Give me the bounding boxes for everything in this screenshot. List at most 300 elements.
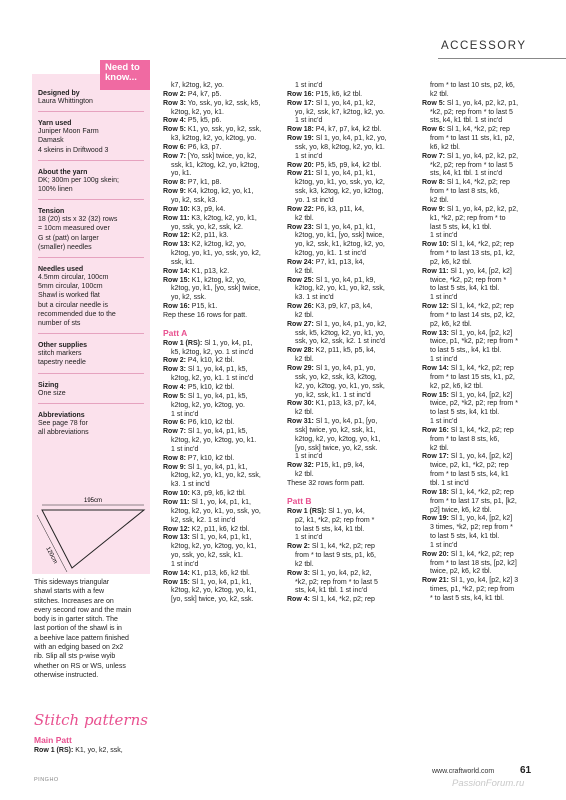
pattern-continuation: yo, k2, ssk, k3. [171, 196, 218, 204]
row-text: P7, k1, p8. [185, 179, 222, 187]
row-text: K1, yo, ssk, yo, k2, ssk, [185, 126, 262, 134]
pattern-column-3 [422, 82, 544, 604]
pattern-row [163, 357, 275, 366]
pattern-continuation: k2 tbl. [295, 560, 314, 568]
row-label: Row 11: [422, 267, 449, 275]
pattern-continuation: p2, k6, k2 tbl. [430, 258, 472, 266]
pattern-row [163, 393, 275, 402]
row-label: Row 10: [163, 205, 190, 213]
sidebar-divider [38, 160, 144, 161]
row-label: Row 4: [163, 117, 186, 125]
pattern-continuation: from * to last 8 sts, k6, [430, 188, 500, 196]
row-text: Sl 1, yo, k4, [p2, k2] [448, 329, 513, 337]
sidebar-block [38, 120, 144, 161]
pattern-continuation: p2, k1, *k2, p2; rep from * [295, 516, 375, 524]
pattern-row [163, 303, 275, 312]
pattern-continuation: to last 5 sts, k4, k1 tbl. [430, 409, 500, 417]
main-patt-row-1 [34, 746, 156, 755]
main-patt-title: Main Patt [34, 735, 72, 745]
row-text: P6, k10, k2 tbl. [185, 419, 235, 427]
sidebar-line: Juniper Moon Farm [38, 128, 99, 136]
row-text: Sl 1, yo, k4, p1, k1, [313, 170, 376, 178]
row-label: Row 14: [163, 569, 190, 577]
pattern-continuation: from * to last 8 sts, k6, [430, 435, 500, 443]
row-label: Row 30: [287, 400, 314, 408]
intro-line: with an edging based on 2x2 [34, 644, 124, 652]
sidebar-block [38, 412, 144, 437]
pattern-continuation: yo, k2, ssk, k1, k2tog, k2, yo, [295, 241, 385, 249]
sidebar-divider [38, 403, 144, 404]
pattern-row [422, 100, 544, 109]
row-label: Row 9: [422, 205, 445, 213]
pattern-continuation: p2] twice, k6, k2 tbl. [430, 506, 492, 514]
row-label: Row 5: [422, 99, 445, 107]
pattern-continuation: to last 5 sts, k4, k1 tbl. [430, 533, 500, 541]
row-label: Row 19: [422, 515, 449, 523]
row-label: Row 21: [422, 577, 449, 585]
sidebar-line: tapestry needle [38, 359, 86, 367]
pattern-continuation: yo, ssk, yo, k2, ssk, k1. [171, 552, 243, 560]
row-label: Row 12: [163, 525, 190, 533]
pattern-continuation: last 5 sts, k4, k1 tbl. [430, 223, 492, 231]
row-text: Sl 1, yo, k4, p1, [yo, [313, 418, 378, 426]
pattern-row [163, 490, 275, 499]
intro-line: This sideways triangular [34, 579, 110, 586]
pattern-continuation: k2 tbl. [430, 196, 449, 204]
pattern-continuation: yo, k2, ssk. [171, 294, 207, 302]
row-label: Row 1 (RS): [34, 747, 74, 754]
row-label: Row 16: [287, 90, 314, 98]
sidebar-divider [38, 111, 144, 112]
row-label: Row 1 (RS): [287, 507, 327, 515]
sidebar-line: 100% linen [38, 186, 73, 194]
pattern-continuation: [yo, ssk] twice, yo, k2, ssk. [171, 596, 254, 604]
pattern-row [422, 577, 544, 586]
row-text: P4, k10, k2 tbl. [185, 357, 235, 365]
pattern-row [163, 464, 275, 473]
row-text: K3, p9, k4. [189, 205, 226, 213]
pattern-row [163, 91, 275, 100]
pattern-continuation: ssk, k1. [171, 258, 195, 266]
intro-line: last portion of the shawl is in [34, 625, 122, 633]
pattern-continuation: yo, k1. [171, 170, 192, 178]
pattern-continuation: twice, *k2, p2; rep from * [430, 276, 507, 284]
row-text: Sl 1, yo, k4, p2, k2, [309, 569, 372, 577]
pattern-continuation: 1 st inc'd [295, 82, 323, 89]
pattern-continuation: twice, p2, k6, k2 tbl. [430, 568, 492, 576]
pattern-continuation: k5, k2tog, k2, yo. 1 st inc'd [171, 348, 254, 356]
row-label: Row 20: [422, 550, 449, 558]
row-label: Row 8: [163, 179, 186, 187]
pattern-continuation: 1 st inc'd [430, 294, 458, 302]
pattern-continuation: k2 tbl. [295, 471, 314, 479]
row-label: Row 6: [163, 419, 186, 427]
row-text: Sl 1, yo, k4, [p2, k2] [448, 453, 513, 461]
pattern-continuation: 1 st inc'd [171, 445, 199, 453]
row-label: Row 4: [287, 596, 310, 604]
pattern-row [422, 489, 544, 498]
pattern-section-title: Patt B [287, 495, 312, 506]
pattern-continuation: yo, k2, ssk, k1. 1 st inc'd [295, 391, 371, 399]
row-label: Row 17: [287, 99, 314, 107]
pattern-row [163, 570, 275, 579]
row-label: Row 15: [163, 276, 190, 284]
pattern-continuation: k2 tbl. [295, 267, 314, 275]
row-text: Sl 1, k4, *k2, p2; rep [444, 126, 510, 134]
pattern-row [163, 241, 275, 250]
pattern-continuation: from * to last 17 sts, p1, [k2, [430, 497, 517, 505]
pattern-continuation: k2tog, yo, k1. 1 st inc'd [295, 250, 366, 258]
sidebar-heading: Other supplies [38, 342, 88, 350]
pattern-row [422, 365, 544, 374]
pattern-continuation: k2tog, k2, yo, k1, yo, k2, ssk, [295, 285, 385, 293]
pattern-row [287, 259, 402, 268]
row-text: Sl 1, k4, *k2, p2; rep [448, 488, 514, 496]
row-label: Row 13: [163, 241, 190, 249]
row-text: Sl 1, yo, k4, p1, k1, [185, 463, 248, 471]
pattern-continuation: k2tog, yo, k1, yo, ssk, yo, k2, [171, 250, 261, 258]
row-text: Sl 1, yo, k4, p1, yo, [313, 365, 376, 372]
sidebar-line: (smaller) needles [38, 243, 92, 251]
sidebar-heading: Designed by [38, 90, 80, 97]
pattern-continuation: k2tog, k2, yo, k2tog, yo, k1, [295, 435, 381, 443]
row-text: K1, yo, k2, ssk, [73, 747, 123, 754]
pattern-continuation: yo, k2, ssk, k7, k2tog, k2, yo. [295, 108, 385, 116]
row-text: Sl 1, k4, *k2, p2; rep [448, 550, 514, 558]
pattern-row [163, 100, 275, 109]
pattern-continuation: ssk, k3, k2tog, k2, yo, k2tog, [295, 188, 384, 196]
row-label: Row 22: [287, 205, 314, 213]
pattern-continuation: k2 tbl. [295, 409, 314, 417]
pattern-continuation: to last 5 sts,, k4, k1 tbl. [430, 347, 502, 355]
row-label: Row 3: [287, 569, 310, 577]
pattern-row [163, 153, 275, 162]
section-name: ACCESSORY [441, 40, 527, 52]
row-label: Row 5: [163, 126, 186, 134]
row-text: Sl 1, yo, k4, p1, k2, yo, [313, 135, 387, 143]
width-label: 195cm [83, 498, 103, 504]
row-text: Sl 1, yo, k4, p2, k2, p2, [444, 205, 519, 213]
pattern-continuation: k2 tbl. [430, 444, 449, 452]
row-label: Row 19: [287, 135, 314, 143]
row-label: Row 18: [287, 126, 314, 134]
sidebar-block [38, 342, 144, 373]
row-label: Row 7: [422, 152, 445, 160]
pattern-row [287, 91, 402, 100]
row-text: Sl 1, k4, *k2, p2; rep [444, 179, 510, 187]
intro-line: stitches. Increases are on [34, 597, 114, 605]
row-label: Row 2: [163, 90, 186, 98]
pattern-row [163, 579, 275, 588]
pattern-continuation: k2tog, k2, yo, k2tog, yo, k1, [171, 543, 257, 551]
pattern-row [287, 570, 402, 579]
pattern-row [163, 384, 275, 393]
footer-logo-text: PINGHO [34, 777, 59, 783]
pattern-row [287, 100, 402, 109]
sidebar-line: number of sts [38, 320, 81, 328]
row-text: P5, k5, p6. [185, 117, 222, 125]
row-text: Sl 1, yo, k4, p1, k5, [185, 392, 248, 400]
row-text: Sl 1, yo, k4, p1, k1, [189, 534, 252, 542]
pattern-row [163, 117, 275, 126]
pattern-section-title: Patt A [163, 327, 188, 338]
pattern-continuation: k2tog, k2, yo, k1. [171, 108, 224, 116]
pattern-row [422, 515, 544, 524]
pattern-row [287, 596, 402, 605]
sidebar-block [38, 90, 144, 112]
pattern-continuation: from * to last 14 sts, p2, k2, [430, 311, 515, 319]
row-label: Row 12: [422, 303, 449, 311]
sidebar-block [38, 169, 144, 200]
pattern-continuation: to last 5 sts, k4, k1 tbl. [295, 525, 365, 533]
pattern-row [422, 427, 544, 436]
intro-line: every second row and the main [34, 606, 132, 614]
pattern-row [287, 206, 402, 215]
row-text: K1, p13, k3, p7, k4, [313, 400, 377, 408]
pattern-row [163, 268, 275, 277]
pattern-continuation: k3. 1 st inc'd [171, 481, 210, 489]
row-label: Row 13: [163, 534, 190, 542]
row-text: Sl 1, yo, k4, [326, 507, 365, 515]
row-text: P7, k1, p13, k4, [313, 258, 365, 266]
pattern-row [163, 206, 275, 215]
intro-line: body is in garter stitch. The [34, 616, 118, 624]
pattern-continuation: yo, ssk, yo, k2, ssk, k2. [171, 223, 243, 231]
row-label: Row 11: [163, 214, 190, 222]
sidebar-heading: Yarn used [38, 120, 72, 128]
pattern-continuation: k2tog, k2, yo, k2tog, yo. [171, 401, 245, 409]
pattern-row [163, 428, 275, 437]
pattern-row [287, 135, 402, 144]
row-text: P5, k10, k2 tbl. [185, 384, 235, 391]
pattern-continuation: from * to last 9 sts, p1, k6, [295, 552, 376, 560]
row-label: Row 6: [163, 143, 186, 151]
pattern-continuation: from * to last 18 sts, [p2, k2] [430, 559, 517, 567]
row-label: Row 18: [422, 488, 449, 496]
intro-line: whether on RS or WS, unless [34, 662, 126, 670]
row-label: Row 5: [163, 392, 186, 400]
watermark: PassionForum.ru [452, 778, 525, 789]
sidebar-block [38, 382, 144, 404]
row-text: Sl 1, k4, *k2, p2; rep [448, 426, 514, 434]
pattern-row [422, 551, 544, 560]
sidebar-line: 4.5mm circular, 100cm [38, 274, 109, 282]
pattern-column-1 [163, 82, 275, 605]
row-text: K3, k2tog, k2, yo, k1, [189, 214, 257, 222]
row-label: Row 26: [287, 303, 314, 311]
row-text: K1, k2tog, k2, yo, [189, 276, 246, 284]
pattern-row [163, 144, 275, 153]
pattern-continuation: 1 st inc'd [295, 117, 323, 125]
pattern-continuation: ssk, k1, k2tog, k2, yo, k2tog, [171, 161, 260, 169]
row-label: Row 10: [422, 241, 449, 249]
row-text: Sl 1, yo, k4, p1, yo, k2, [313, 320, 387, 328]
pattern-continuation: sts, k4, k1 tbl. 1 st inc'd [295, 587, 368, 595]
row-label: Row 16: [163, 303, 190, 311]
row-label: Row 6: [422, 126, 445, 134]
pattern-continuation: 1 st inc'd [295, 152, 323, 160]
pattern-continuation: k2 tbl. [295, 214, 314, 222]
pattern-continuation: ssk, yo, k8, k2tog, k2, yo, k1. [295, 143, 385, 151]
pattern-continuation: sts, k4, k1 tbl. 1 st inc'd [430, 117, 503, 125]
row-label: Row 10: [163, 490, 190, 498]
row-text: P7, k10, k2 tbl. [185, 454, 235, 462]
row-text: Sl 1, yo, k4, p1, k1, [189, 578, 252, 586]
sidebar-block [38, 266, 144, 334]
pattern-row [163, 179, 275, 188]
sidebar-line: Laura Whittington [38, 98, 93, 105]
pattern-continuation: k2tog, k2, yo, k1, yo, ssk, yo, [171, 507, 261, 515]
row-text: K2, p11, k5, p5, k4, [313, 347, 376, 355]
sidebar-line: One size [38, 389, 66, 397]
row-label: Row 2: [163, 357, 186, 365]
pattern-row [422, 303, 544, 312]
row-label: Row 29: [287, 365, 314, 372]
row-text: P15, k6, k2 tbl. [313, 90, 363, 98]
pattern-continuation: k2, p2, k6, k2 tbl. [430, 382, 483, 390]
pattern-row [422, 330, 544, 339]
pattern-row [287, 321, 402, 330]
row-text: Yo, ssk, yo, k2, ssk, k5, [185, 99, 261, 107]
row-label: Row 2: [287, 543, 310, 551]
row-text: P15, k1, p9, k4, [313, 462, 365, 470]
pattern-continuation: 1 st inc'd [430, 356, 458, 364]
row-label: Row 7: [163, 152, 186, 160]
sidebar-line: 4 skeins in Driftwood 3 [38, 146, 109, 154]
pattern-row [287, 508, 402, 517]
pattern-continuation: k2tog, k2, yo, k2tog, yo, k1. [171, 437, 257, 445]
pattern-row [163, 366, 275, 375]
need-to-know-tab: Need to know... [100, 60, 150, 90]
row-text: Sl 1, yo, k4, [p2, k2] [448, 515, 513, 523]
row-text: P4, k7, p5. [185, 90, 222, 98]
pattern-continuation: *k2, p2; rep from * to last 5 [430, 108, 513, 116]
pattern-row [422, 392, 544, 401]
pattern-row [287, 365, 402, 374]
row-label: Row 27: [287, 320, 314, 328]
pattern-continuation: 1 st inc'd [295, 534, 323, 542]
pattern-continuation: k2tog, k2, yo, k1. 1 st inc'd [171, 375, 254, 383]
pattern-continuation: * to last 5 sts, k4, k1 tbl. [430, 594, 504, 602]
pattern-continuation: k2, yo, k2tog, yo, k1, yo, ssk, [295, 382, 385, 390]
pattern-continuation: twice, p2, k1, *k2, p2; rep [430, 462, 509, 470]
sidebar-line: DK; 300m per 100g skein; [38, 176, 119, 184]
row-text: P4, k7, p7, k4, k2 tbl. [313, 126, 382, 134]
pattern-continuation: k3. 1 st inc'd [295, 294, 334, 302]
pattern-row [287, 543, 402, 552]
intro-line: shawl starts with a few [34, 588, 105, 596]
row-text: Sl 1, yo, k4, p1, k2, [313, 99, 376, 107]
pattern-row [287, 126, 402, 135]
intro-line: otherwise instructed. [34, 671, 99, 679]
row-label: Row 31: [287, 418, 314, 426]
row-text: P5, k5, p9, k4, k2 tbl. [313, 161, 382, 169]
pattern-continuation: k2tog, k2, yo, k1, yo, k2, ssk, [171, 472, 261, 480]
pattern-continuation: ssk, k5, k2tog, k2, yo, k1, yo, [295, 329, 385, 337]
row-label: Row 14: [163, 267, 190, 275]
row-text: Sl 1, yo, k4, [p2, k2] [448, 391, 513, 399]
row-label: Row 28: [287, 347, 314, 355]
sidebar-line: but a circular needle is [38, 301, 109, 309]
pattern-continuation: sts, k4, k1 tbl. 1 st inc'd [430, 170, 503, 178]
row-text: Sl 1, k4, *k2, p2; rep [448, 241, 514, 249]
pattern-row [163, 455, 275, 464]
pattern-row [163, 534, 275, 543]
pattern-continuation: k2tog, yo, k1, yo, ssk, yo, k2, [295, 179, 385, 187]
row-label: Row 3: [163, 99, 186, 107]
page-number: 61 [520, 765, 532, 776]
pattern-row [422, 153, 544, 162]
pattern-continuation: to last 5 sts, k4, k1 tbl. [430, 285, 500, 293]
row-label: Row 4: [163, 384, 186, 391]
pattern-continuation: ssk] twice, yo, k2, ssk, k1, [295, 426, 376, 434]
row-label: Row 8: [163, 454, 186, 462]
sidebar-heading: Abbreviations [38, 411, 85, 419]
pattern-continuation: twice, p1, *k2, p2; rep from * [430, 338, 518, 346]
pattern-continuation: from * to last 11 sts, k1, p2, [430, 135, 515, 143]
row-text: Sl 1, yo, k4, p1, k9, [313, 276, 376, 284]
pattern-row [163, 277, 275, 286]
pattern-row [422, 241, 544, 250]
pattern-row [422, 126, 544, 135]
row-label: Row 13: [422, 329, 449, 337]
row-label: Row 11: [163, 498, 190, 506]
pattern-continuation: k2tog, k2, yo, k2tog, yo, k1, [171, 587, 257, 595]
sidebar-line: G st (patt) on larger [38, 234, 99, 242]
pattern-continuation: k1, *k2, p2; rep from * to [430, 214, 506, 222]
pattern-continuation: k6, k2 tbl. [430, 143, 460, 151]
pattern-continuation: 1 st inc'd [295, 453, 323, 461]
pattern-continuation: k2, ssk, k2. 1 st inc'd [171, 516, 236, 524]
pattern-row [287, 462, 402, 471]
row-text: Sl 1, yo, k4, p2, k2, p2, [444, 152, 519, 160]
sidebar-line: recommended due to the [38, 310, 116, 318]
row-text: K3, p9, k7, p3, k4, [313, 303, 373, 311]
row-text: K2, p11, k6, k2 tbl. [189, 525, 250, 533]
sidebar-line: = 10cm measured over [38, 225, 110, 233]
stitch-patterns-title: Stitch patterns [34, 711, 148, 729]
pattern-continuation: twice, p2, *k2, p2; rep from * [430, 400, 518, 408]
pattern-row [287, 347, 402, 356]
row-text: K3, p9, k6, k2 tbl. [189, 490, 246, 498]
row-text: P6, k3, p7. [185, 143, 222, 151]
pattern-continuation: 1 st inc'd [430, 418, 458, 426]
row-label: Row 17: [422, 453, 449, 461]
sidebar-line: Shawl is worked flat [38, 292, 100, 300]
row-text: K2, p11, k3. [189, 232, 229, 240]
pattern-continuation: tbl. 1 st inc'd [430, 479, 469, 487]
pattern-continuation: from * to last 15 sts, k1, p2, [430, 373, 515, 381]
pattern-row [163, 126, 275, 135]
row-text: Sl 1, yo, k4, p1, k1, [313, 223, 376, 231]
pattern-note: Rep these 16 rows for patt. [163, 311, 248, 319]
shawl-size-diagram [32, 490, 150, 574]
pattern-continuation: from * to last 13 sts, p1, k2, [430, 250, 515, 258]
pattern-continuation: k3, k2tog, k2, yo, k2tog, yo. [171, 135, 257, 143]
pattern-row [163, 499, 275, 508]
pattern-row [163, 215, 275, 224]
pattern-row [163, 526, 275, 535]
row-text: Sl 1, yo, k4, p1, k5, [185, 428, 248, 436]
row-label: Row 24: [287, 258, 314, 266]
intro-line: a beehive lace pattern finished [34, 634, 129, 642]
row-label: Row 9: [163, 463, 186, 471]
pattern-row [163, 232, 275, 241]
pattern-continuation: k7, k2tog, k2, yo. [171, 82, 224, 89]
sidebar-divider [38, 199, 144, 200]
pattern-row [422, 268, 544, 277]
row-text: Sl 1, k4, *k2, p2; rep [448, 303, 514, 311]
